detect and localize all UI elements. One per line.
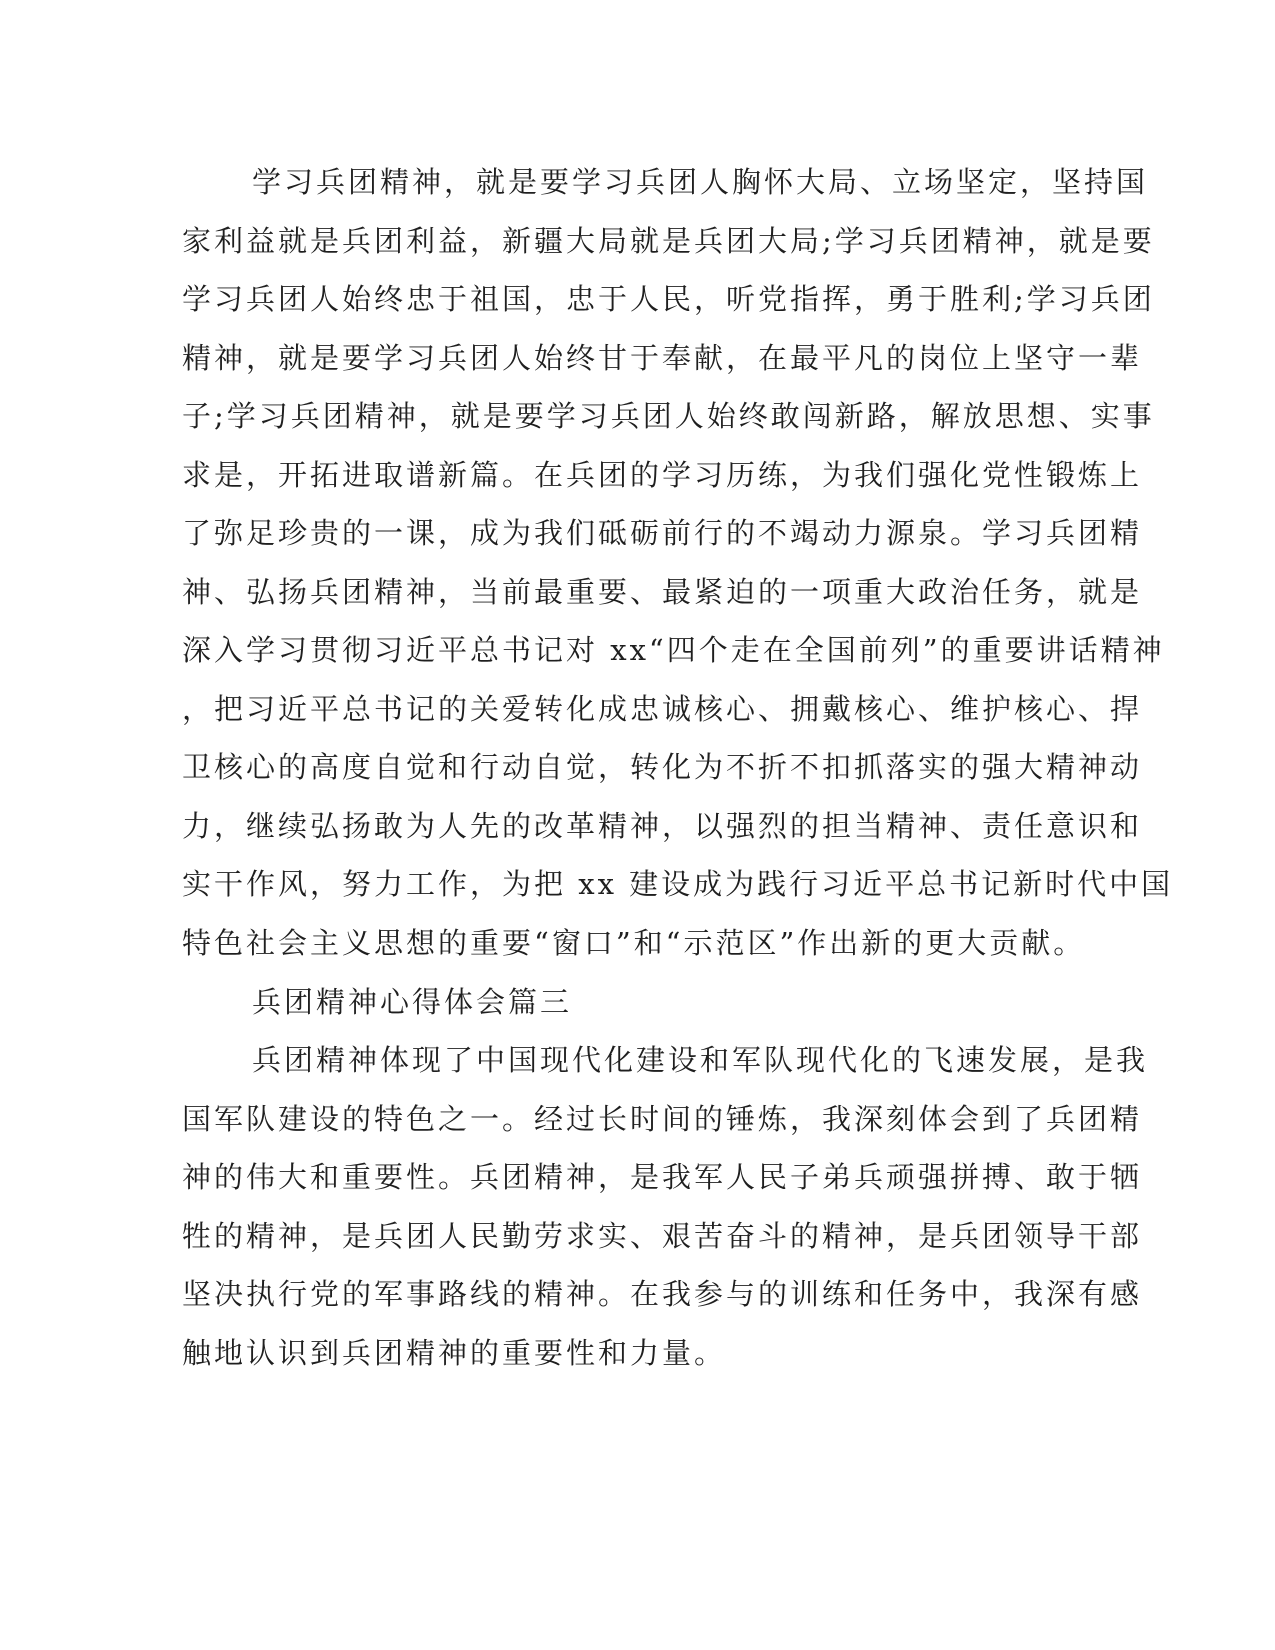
paragraph-line: 子;学习兵团精神，就是要学习兵团人始终敢闯新路，解放思想、实事	[182, 399, 1155, 433]
paragraph-line: 坚决执行党的军事路线的精神。在我参与的训练和任务中，我深有感	[182, 1277, 1143, 1311]
paragraph-line: 精神，就是要学习兵团人始终甘于奉献，在最平凡的岗位上坚守一辈	[182, 341, 1143, 375]
paragraph-line: 神、弘扬兵团精神，当前最重要、最紧迫的一项重大政治任务，就是	[182, 575, 1143, 609]
paragraph-line: 牲的精神，是兵团人民勤劳求实、艰苦奋斗的精神，是兵团领导干部	[182, 1219, 1143, 1253]
paragraph-line: 深入学习贯彻习近平总书记对 xx“四个走在全国前列”的重要讲话精神	[182, 633, 1165, 667]
paragraph-line: 求是，开拓进取谱新篇。在兵团的学习历练，为我们强化党性锻炼上	[182, 458, 1143, 492]
paragraph-line: 实干作风，努力工作，为把 xx 建设成为践行习近平总书记新时代中国	[182, 867, 1174, 901]
paragraph-line: 学习兵团精神，就是要学习兵团人胸怀大局、立场坚定，坚持国	[252, 165, 1149, 199]
paragraph-line: ，把习近平总书记的关爱转化成忠诚核心、拥戴核心、维护核心、捍	[182, 692, 1143, 726]
paragraph-line: 力，继续弘扬敢为人先的改革精神，以强烈的担当精神、责任意识和	[182, 809, 1143, 843]
paragraph-line: 触地认识到兵团精神的重要性和力量。	[182, 1336, 727, 1370]
paragraph-line: 神的伟大和重要性。兵团精神，是我军人民子弟兵顽强拼搏、敢于牺	[182, 1160, 1143, 1194]
section-heading: 兵团精神心得体会篇三	[252, 985, 573, 1019]
paragraph-line: 国军队建设的特色之一。经过长时间的锤炼，我深刻体会到了兵团精	[182, 1102, 1143, 1136]
paragraph-line: 兵团精神体现了中国现代化建设和军队现代化的飞速发展，是我	[252, 1043, 1149, 1077]
paragraph-line: 家利益就是兵团利益，新疆大局就是兵团大局;学习兵团精神，就是要	[182, 224, 1155, 258]
paragraph-line: 特色社会主义思想的重要“窗口”和“示范区”作出新的更大贡献。	[182, 926, 1086, 960]
paragraph-line: 学习兵团人始终忠于祖国，忠于人民，听党指挥，勇于胜利;学习兵团	[182, 282, 1155, 316]
paragraph-line: 卫核心的高度自觉和行动自觉，转化为不折不扣抓落实的强大精神动	[182, 750, 1143, 784]
paragraph-line: 了弥足珍贵的一课，成为我们砥砺前行的不竭动力源泉。学习兵团精	[182, 516, 1143, 550]
